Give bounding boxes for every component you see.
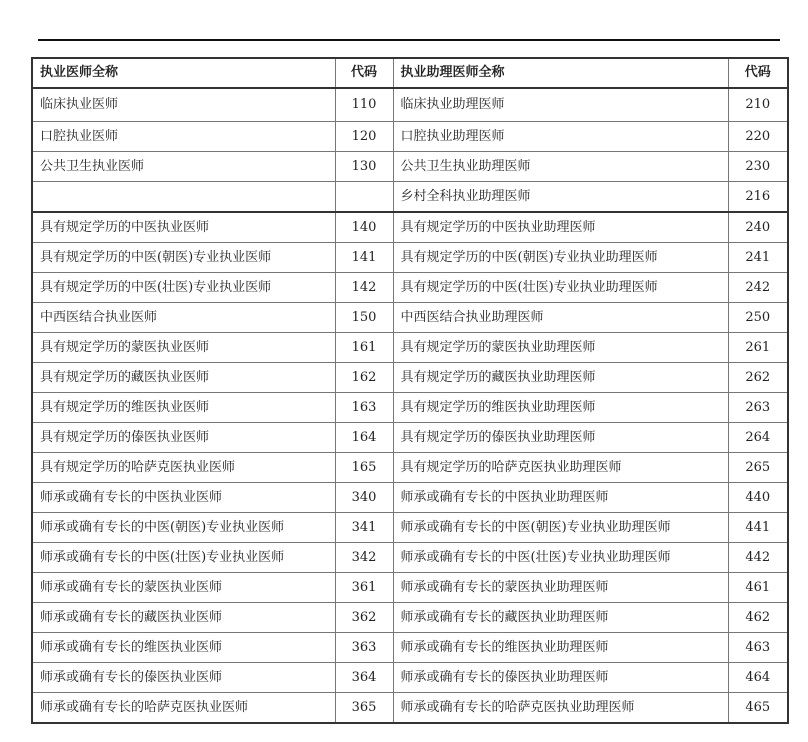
physician-code-cell: 142 [335, 273, 393, 303]
physician-name-cell: 师承或确有专长的哈萨克医执业医师 [32, 693, 335, 724]
assistant-name-cell: 具有规定学历的中医(壮医)专业执业助理医师 [393, 273, 728, 303]
assistant-name-cell: 乡村全科执业助理医师 [393, 182, 728, 213]
header-assistant-code: 代码 [728, 58, 788, 88]
physician-name-cell: 具有规定学历的哈萨克医执业医师 [32, 453, 335, 483]
table-row [32, 663, 788, 693]
physician-name-cell: 师承或确有专长的中医(朝医)专业执业医师 [32, 513, 335, 543]
physician-name-cell: 具有规定学历的蒙医执业医师 [32, 333, 335, 363]
assistant-code-cell: 210 [728, 88, 788, 122]
assistant-name-cell: 具有规定学历的蒙医执业助理医师 [393, 333, 728, 363]
physician-name-cell: 中西医结合执业医师 [32, 303, 335, 333]
assistant-code-cell: 463 [728, 633, 788, 663]
table-row [32, 243, 788, 273]
table-row [32, 483, 788, 513]
assistant-code-cell: 220 [728, 122, 788, 152]
assistant-name-cell: 师承或确有专长的中医(朝医)专业执业助理医师 [393, 513, 728, 543]
assistant-name-cell: 师承或确有专长的傣医执业助理医师 [393, 663, 728, 693]
physician-name-cell: 具有规定学历的中医(朝医)专业执业医师 [32, 243, 335, 273]
assistant-name-cell: 口腔执业助理医师 [393, 122, 728, 152]
assistant-name-cell: 师承或确有专长的中医执业助理医师 [393, 483, 728, 513]
table-row [32, 182, 788, 213]
table-row [32, 152, 788, 182]
physician-name-cell: 师承或确有专长的维医执业医师 [32, 633, 335, 663]
physician-name-cell: 师承或确有专长的藏医执业医师 [32, 603, 335, 633]
physician-code-cell: 165 [335, 453, 393, 483]
header-assistant-name: 执业助理医师全称 [393, 58, 728, 88]
assistant-code-cell: 261 [728, 333, 788, 363]
table-row [32, 333, 788, 363]
physician-code-cell: 364 [335, 663, 393, 693]
physician-code-cell: 130 [335, 152, 393, 182]
assistant-code-cell: 242 [728, 273, 788, 303]
assistant-name-cell: 具有规定学历的哈萨克医执业助理医师 [393, 453, 728, 483]
physician-code-cell: 141 [335, 243, 393, 273]
assistant-code-cell: 442 [728, 543, 788, 573]
physician-name-cell: 具有规定学历的藏医执业医师 [32, 363, 335, 393]
assistant-name-cell: 师承或确有专长的哈萨克医执业助理医师 [393, 693, 728, 724]
assistant-name-cell: 具有规定学历的傣医执业助理医师 [393, 423, 728, 453]
table-row [32, 122, 788, 152]
assistant-code-cell: 462 [728, 603, 788, 633]
assistant-name-cell: 临床执业助理医师 [393, 88, 728, 122]
assistant-name-cell: 具有规定学历的中医(朝医)专业执业助理医师 [393, 243, 728, 273]
table-row [32, 303, 788, 333]
assistant-code-cell: 465 [728, 693, 788, 724]
table-row [32, 273, 788, 303]
physician-code-cell: 362 [335, 603, 393, 633]
table-row [32, 453, 788, 483]
table-row [32, 88, 788, 122]
physician-code-cell: 161 [335, 333, 393, 363]
assistant-code-cell: 264 [728, 423, 788, 453]
assistant-name-cell: 具有规定学历的维医执业助理医师 [393, 393, 728, 423]
assistant-code-cell: 461 [728, 573, 788, 603]
assistant-code-cell: 216 [728, 182, 788, 213]
assistant-code-cell: 440 [728, 483, 788, 513]
physician-code-cell: 164 [335, 423, 393, 453]
physician-name-cell: 师承或确有专长的中医执业医师 [32, 483, 335, 513]
physician-name-cell: 师承或确有专长的蒙医执业医师 [32, 573, 335, 603]
table-header-row [32, 58, 788, 88]
assistant-name-cell: 师承或确有专长的藏医执业助理医师 [393, 603, 728, 633]
assistant-name-cell: 具有规定学历的中医执业助理医师 [393, 212, 728, 243]
assistant-code-cell: 265 [728, 453, 788, 483]
assistant-name-cell: 具有规定学历的藏医执业助理医师 [393, 363, 728, 393]
assistant-name-cell: 师承或确有专长的维医执业助理医师 [393, 633, 728, 663]
physician-code-cell: 363 [335, 633, 393, 663]
physician-code-cell: 163 [335, 393, 393, 423]
header-physician-name: 执业医师全称 [32, 58, 335, 88]
assistant-code-cell: 250 [728, 303, 788, 333]
physician-code-table [31, 57, 789, 724]
top-rule [38, 39, 780, 41]
table-row [32, 543, 788, 573]
physician-code-cell: 150 [335, 303, 393, 333]
assistant-code-cell: 230 [728, 152, 788, 182]
physician-name-cell: 公共卫生执业医师 [32, 152, 335, 182]
physician-name-cell: 临床执业医师 [32, 88, 335, 122]
physician-code-cell: 342 [335, 543, 393, 573]
table-row [32, 633, 788, 663]
header-physician-code: 代码 [335, 58, 393, 88]
physician-code-cell: 341 [335, 513, 393, 543]
physician-name-cell: 具有规定学历的傣医执业医师 [32, 423, 335, 453]
physician-code-cell: 361 [335, 573, 393, 603]
physician-code-cell: 340 [335, 483, 393, 513]
assistant-name-cell: 师承或确有专长的中医(壮医)专业执业助理医师 [393, 543, 728, 573]
physician-code-cell: 110 [335, 88, 393, 122]
table-row [32, 212, 788, 243]
assistant-name-cell: 师承或确有专长的蒙医执业助理医师 [393, 573, 728, 603]
physician-code-cell: 120 [335, 122, 393, 152]
table-row [32, 603, 788, 633]
assistant-code-cell: 464 [728, 663, 788, 693]
table-row [32, 363, 788, 393]
assistant-name-cell: 公共卫生执业助理医师 [393, 152, 728, 182]
physician-name-cell: 师承或确有专长的中医(壮医)专业执业医师 [32, 543, 335, 573]
assistant-code-cell: 240 [728, 212, 788, 243]
physician-code-cell: 162 [335, 363, 393, 393]
physician-code-cell: 365 [335, 693, 393, 724]
assistant-code-cell: 263 [728, 393, 788, 423]
table-row [32, 393, 788, 423]
table-row [32, 693, 788, 724]
physician-name-cell: 具有规定学历的维医执业医师 [32, 393, 335, 423]
table-row [32, 513, 788, 543]
table-row [32, 423, 788, 453]
physician-name-cell: 口腔执业医师 [32, 122, 335, 152]
table-row [32, 573, 788, 603]
physician-name-cell: 师承或确有专长的傣医执业医师 [32, 663, 335, 693]
assistant-code-cell: 262 [728, 363, 788, 393]
physician-name-cell: 具有规定学历的中医(壮医)专业执业医师 [32, 273, 335, 303]
physician-name-cell: 具有规定学历的中医执业医师 [32, 212, 335, 243]
physician-name-cell [32, 182, 335, 213]
physician-code-cell: 140 [335, 212, 393, 243]
assistant-code-cell: 241 [728, 243, 788, 273]
physician-code-cell [335, 182, 393, 213]
assistant-code-cell: 441 [728, 513, 788, 543]
assistant-name-cell: 中西医结合执业助理医师 [393, 303, 728, 333]
